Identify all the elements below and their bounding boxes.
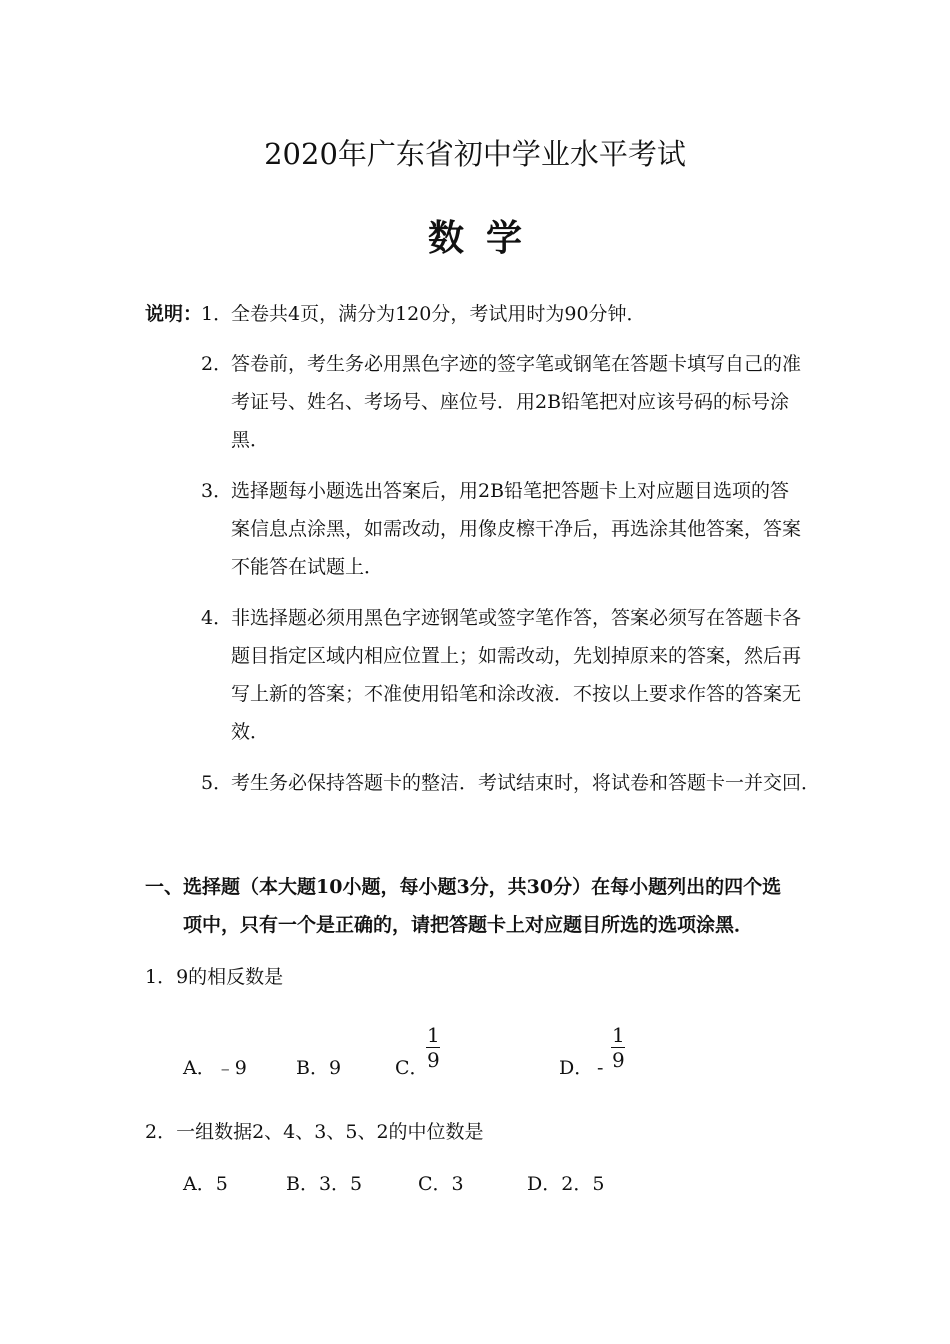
instructions-label: 说明：: [145, 303, 203, 325]
subject-title: 数学: [427, 217, 544, 259]
q1-option-d-sign: -: [597, 1057, 604, 1079]
q2-option-b: B．3．5: [286, 1173, 363, 1195]
q1-option-d-fraction: [610, 1024, 627, 1071]
q1-option-a: A．﹣9: [183, 1057, 247, 1079]
exam-title: 2020年广东省初中学业水平考试: [264, 137, 686, 171]
question-2-stem: 2．一组数据2、4、3、5、2的中位数是: [145, 1121, 484, 1143]
q1-option-c-fraction: [425, 1024, 442, 1071]
instruction-line: 题目指定区域内相应位置上；如需改动，先划掉原来的答案，然后再: [231, 645, 802, 667]
instruction-line: 非选择题必须用黑色字迹钢笔或签字笔作答，答案必须写在答题卡各: [231, 607, 802, 629]
instruction-line: 案信息点涂黑，如需改动，用像皮檫干净后，再选涂其他答案，答案: [231, 518, 802, 540]
instruction-number: 1．: [201, 303, 233, 325]
instruction-line: 考证号、姓名、考场号、座位号．用2B铅笔把对应该号码的标号涂: [231, 391, 790, 413]
fraction-denominator: 9: [427, 1048, 440, 1072]
q2-option-d: D．2．5: [527, 1173, 605, 1195]
section-heading: 一、选择题（本大题10小题，每小题3分，共30分）在每小题列出的四个选: [145, 876, 782, 898]
instruction-number: 4．: [201, 607, 233, 629]
instruction-line: 全卷共4页，满分为120分，考试用时为90分钟．: [231, 303, 646, 325]
instruction-line: 效．: [231, 721, 270, 743]
instruction-line: 黑．: [231, 429, 270, 451]
q1-option-c-label: C．: [395, 1057, 429, 1079]
instruction-line: 考生务必保持答题卡的整洁．考试结束时，将试卷和答题卡一并交回．: [231, 772, 821, 794]
instruction-line: 写上新的答案；不准使用铅笔和涂改液．不按以上要求作答的答案无: [231, 683, 802, 705]
q2-option-c: C．3: [418, 1173, 464, 1195]
q2-option-a: A．5: [183, 1173, 228, 1195]
fraction-numerator: 1: [427, 1023, 440, 1047]
question-1-stem: 1．9的相反数是: [145, 966, 284, 988]
instruction-number: 3．: [201, 480, 233, 502]
instruction-number: 2．: [201, 353, 233, 375]
section-heading-continued: 项中，只有一个是正确的，请把答题卡上对应题目所选的选项涂黑．: [183, 914, 754, 936]
fraction-numerator: 1: [612, 1023, 625, 1047]
q1-option-b: B．9: [296, 1057, 342, 1079]
instruction-line: 选择题每小题选出答案后，用2B铅笔把答题卡上对应题目选项的答: [231, 480, 790, 502]
instruction-line: 答卷前，考生务必用黑色字迹的签字笔或钢笔在答题卡填写自己的准: [231, 353, 802, 375]
instruction-number: 5．: [201, 772, 233, 794]
q1-option-d-label: D．: [559, 1057, 594, 1079]
instruction-line: 不能答在试题上．: [231, 556, 384, 578]
fraction-denominator: 9: [612, 1048, 625, 1072]
